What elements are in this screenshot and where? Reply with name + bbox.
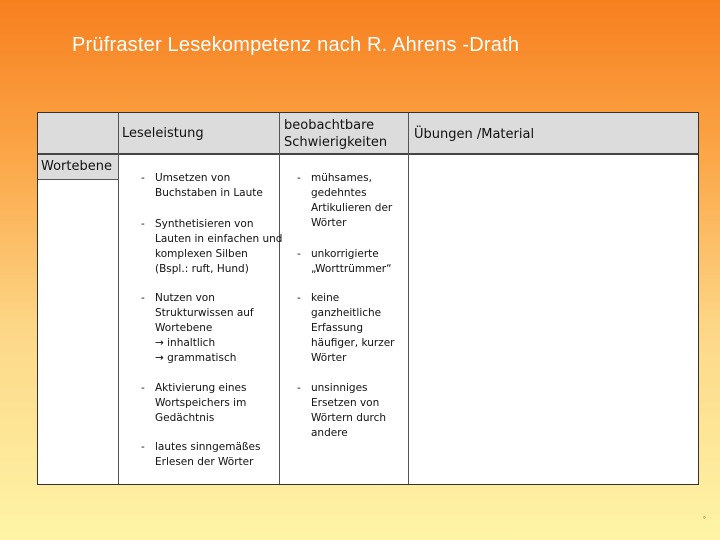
- list-item-line: ganzheitliche: [311, 307, 382, 319]
- list-item-line: häufiger, kurzer: [311, 337, 395, 349]
- list-item-line: Wortebene: [155, 322, 213, 334]
- list-item-line: Strukturwissen auf: [155, 307, 254, 319]
- list-item-line: Umsetzen von: [155, 172, 231, 184]
- column-divider: [118, 113, 119, 484]
- bullet-dash: -: [297, 382, 301, 394]
- list-item-line: Gedächtnis: [155, 412, 215, 424]
- list-item-line: Artikulieren der: [311, 202, 393, 214]
- column-divider: [279, 113, 280, 484]
- list-item-line: Wörter: [311, 352, 347, 364]
- list-item-line: → inhaltlich: [155, 337, 216, 349]
- list-item-text: [311, 291, 395, 366]
- list-item-line: Wörtern durch: [311, 412, 387, 424]
- list-item-text: [311, 171, 392, 231]
- list-item-text: [155, 217, 282, 277]
- bullet-dash: -: [297, 292, 301, 304]
- bullet-dash: -: [297, 172, 301, 184]
- list-item-line: → grammatisch: [155, 352, 237, 364]
- bullet-dash: -: [141, 172, 145, 184]
- list-item-line: Synthetisieren von: [155, 218, 254, 230]
- list-item-line: unsinniges: [311, 382, 368, 394]
- list-item-line: Nutzen von: [155, 292, 215, 304]
- list-item-line: Erfassung: [311, 322, 363, 334]
- list-item-line: Ersetzen von: [311, 397, 380, 409]
- table-header-row: [38, 113, 698, 155]
- list-item-text: [155, 171, 263, 201]
- list-item-line: andere: [311, 427, 348, 439]
- slide-number-mark: ◦: [702, 512, 706, 522]
- list-item-text: [155, 381, 246, 426]
- list-item-text: [155, 291, 254, 366]
- slide-title: Prüfraster Lesekompetenz nach R. Ahrens -Drath: [72, 34, 520, 56]
- header-schwierigkeiten-line2: Schwierigkeiten: [284, 135, 388, 150]
- list-item-line: gedehntes: [311, 187, 367, 199]
- header-schwierigkeiten-line1: beobachtbare: [284, 118, 375, 133]
- list-item-text: [155, 440, 260, 470]
- list-item-line: Wörter: [311, 217, 347, 229]
- list-item-line: Wortspeichers im: [155, 397, 247, 409]
- row-label-wortebene: [38, 155, 118, 180]
- list-item-line: „Worttrümmer“: [311, 263, 392, 275]
- list-item-line: mühsames,: [311, 172, 372, 184]
- list-item-line: Erlesen der Wörter: [155, 456, 254, 468]
- column-divider: [408, 113, 409, 484]
- list-item-line: keine: [311, 292, 340, 304]
- header-uebungen: Übungen /Material: [414, 127, 535, 142]
- header-leseleistung: Leseleistung: [122, 126, 204, 141]
- list-item-line: Lauten in einfachen und: [155, 233, 283, 245]
- bullet-dash: -: [141, 218, 145, 230]
- list-item-line: (Bspl.: ruft, Hund): [155, 263, 249, 275]
- assessment-table: [37, 112, 699, 485]
- list-item-line: unkorrigierte: [311, 248, 379, 260]
- list-item-line: Aktivierung eines: [155, 382, 247, 394]
- list-item-line: lautes sinngemäßes: [155, 441, 261, 453]
- bullet-dash: -: [297, 248, 301, 260]
- row-label-text: Wortebene: [41, 159, 112, 174]
- bullet-dash: -: [141, 441, 145, 453]
- list-item-text: [311, 381, 386, 441]
- list-item-line: komplexen Silben: [155, 248, 248, 260]
- list-item-text: [311, 247, 392, 277]
- bullet-dash: -: [141, 382, 145, 394]
- bullet-dash: -: [141, 292, 145, 304]
- list-item-line: Buchstaben in Laute: [155, 187, 263, 199]
